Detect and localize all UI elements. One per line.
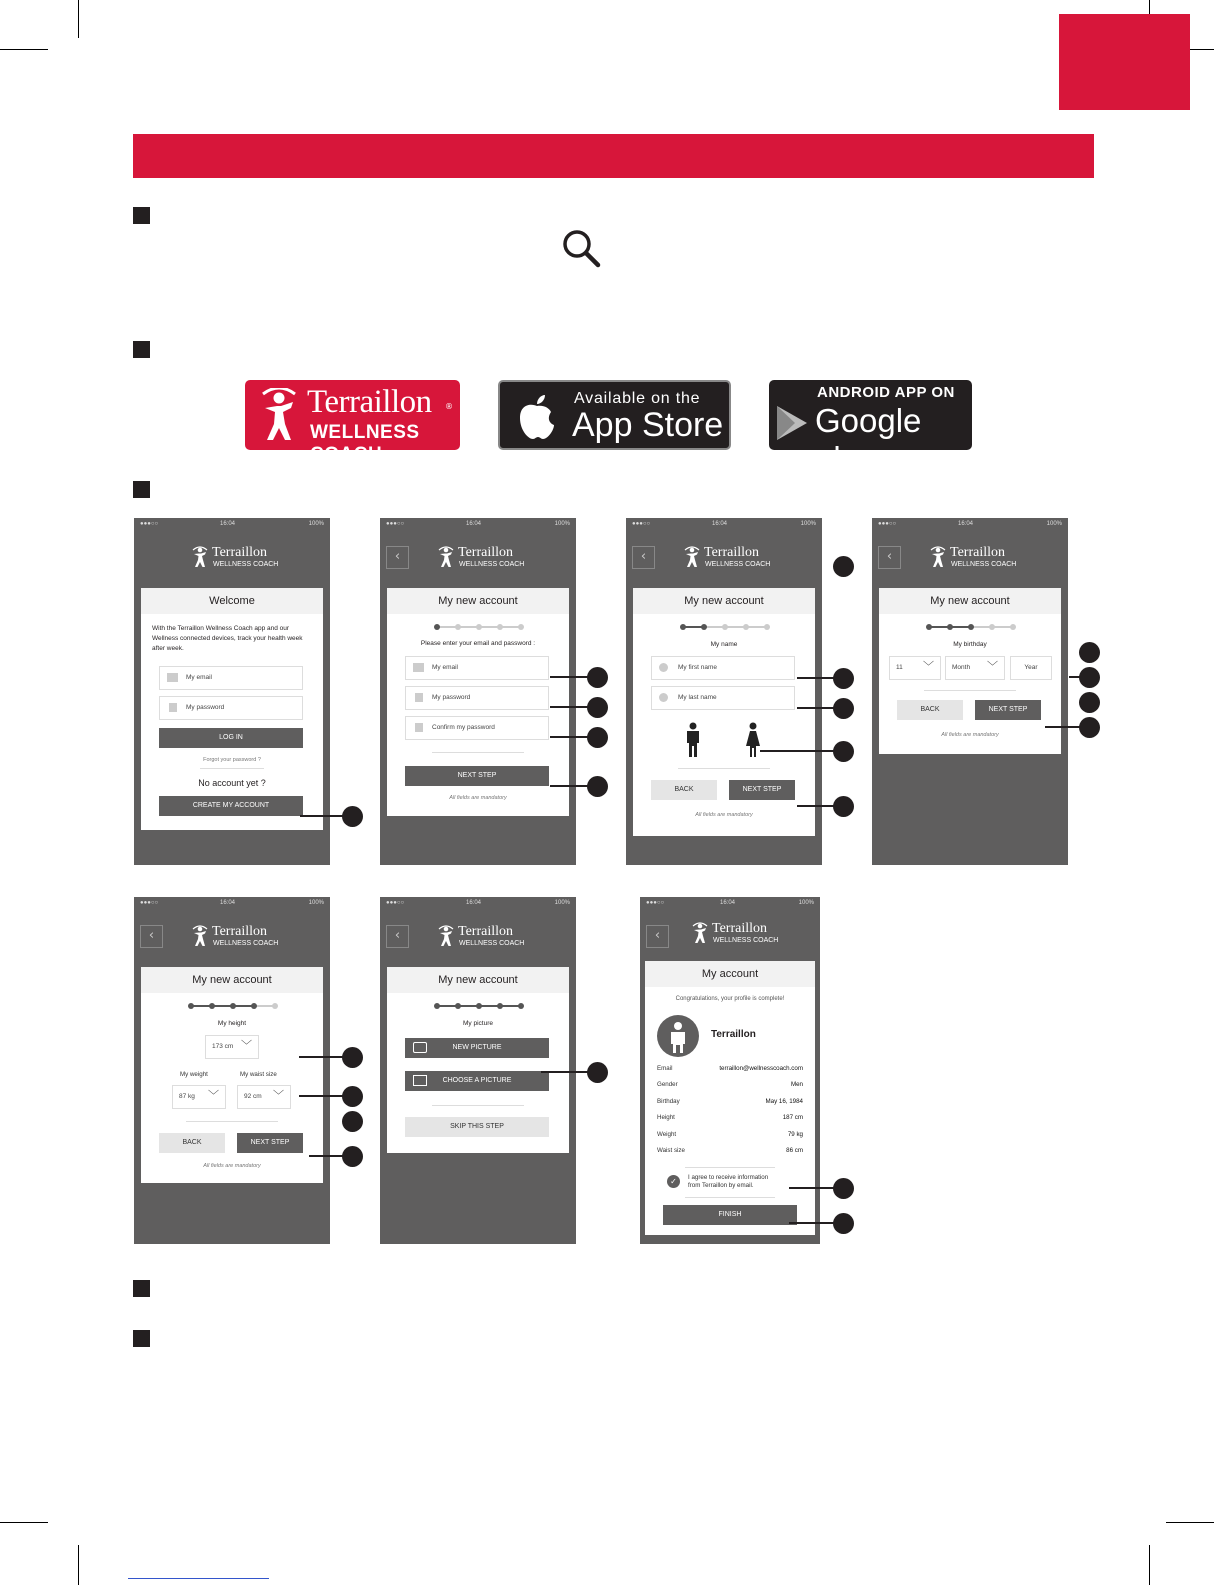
new-picture-button[interactable]: [405, 1038, 549, 1058]
status-time: 16:04: [220, 521, 236, 527]
height-label: My height: [217, 1020, 247, 1027]
callout-marker: [587, 667, 608, 688]
back-arrow-button[interactable]: ‹: [632, 546, 655, 569]
callout-line: [760, 750, 843, 752]
welcome-card: [141, 588, 323, 830]
mandatory-note: All fields are mandatory: [449, 795, 507, 801]
apple-icon: [516, 394, 558, 440]
signal-indicator: ●●●○○: [140, 521, 159, 527]
confirm-placeholder: Confirm my password: [432, 724, 495, 731]
progress-steps: [188, 1003, 278, 1009]
mail-icon: [167, 673, 178, 682]
logo-subtitle: WELLNESS COACH: [459, 561, 525, 568]
battery-level: 100%: [308, 900, 324, 906]
female-icon[interactable]: [745, 722, 761, 758]
battery-level: 100%: [308, 521, 324, 527]
day-value: 11: [896, 664, 903, 671]
corner-tab: [1059, 14, 1190, 110]
card-title: My new account: [141, 967, 323, 993]
callout-marker: [1079, 642, 1100, 663]
password-placeholder: My password: [186, 704, 225, 711]
terraillon-app-badge[interactable]: [245, 380, 460, 465]
card-title: My new account: [387, 967, 569, 993]
phone-step-4: [134, 897, 330, 1244]
height-select[interactable]: [205, 1035, 259, 1059]
divider: [685, 1167, 775, 1168]
callout-marker: [1079, 667, 1100, 688]
email-placeholder: My email: [186, 674, 213, 681]
mail-icon: [413, 663, 424, 672]
bullet-5: [133, 1330, 150, 1347]
profile-row-label: Height: [657, 1114, 675, 1122]
no-account-text: No account yet ?: [198, 778, 266, 788]
divider: [186, 1121, 278, 1122]
app-store-line2: App Store: [572, 406, 724, 444]
chevron-down-icon: ﹀: [241, 1040, 252, 1052]
agree-text: [688, 1174, 768, 1190]
battery-level: 100%: [1046, 521, 1062, 527]
profile-row-label: Weight: [657, 1130, 677, 1138]
bullet-1: [133, 207, 150, 224]
next-step-button[interactable]: NEXT STEP: [237, 1133, 303, 1153]
login-button[interactable]: LOG IN: [159, 728, 303, 748]
status-bar: [380, 518, 576, 531]
callout-marker: [342, 1111, 363, 1132]
signal-indicator: ●●●○○: [386, 521, 405, 527]
confirm-password-field[interactable]: [405, 716, 549, 740]
create-account-button[interactable]: CREATE MY ACCOUNT: [159, 796, 303, 816]
phone-summary: [640, 897, 820, 1244]
step-label: My picture: [463, 1020, 493, 1027]
first-name-field[interactable]: [651, 656, 795, 680]
weight-value: 87 kg: [179, 1093, 195, 1100]
back-arrow-button[interactable]: ‹: [878, 546, 901, 569]
day-select[interactable]: [889, 656, 941, 680]
card-title: Welcome: [141, 588, 323, 614]
callout-marker: [833, 668, 854, 689]
logo-wordmark: Terraillon: [712, 921, 767, 936]
step-label: My name: [710, 641, 738, 648]
password-field[interactable]: [405, 686, 549, 710]
email-field[interactable]: [405, 656, 549, 680]
chevron-down-icon: ﹀: [208, 1090, 219, 1102]
section-banner: [133, 134, 1094, 178]
wellness-figure-icon: [438, 546, 454, 568]
waist-value: 92 cm: [244, 1093, 262, 1100]
signal-indicator: ●●●○○: [632, 521, 651, 527]
forgot-password-link[interactable]: Forgot your password ?: [203, 757, 261, 763]
divider: [678, 768, 770, 769]
divider: [924, 690, 1016, 691]
app-store-line1: Available on the: [574, 390, 701, 407]
logo-subtitle: WELLNESS COACH: [713, 937, 779, 944]
google-play-line1: ANDROID APP ON: [817, 384, 955, 401]
new-picture-label: NEW PICTURE: [452, 1044, 502, 1051]
person-icon: [659, 693, 668, 702]
wellness-figure-icon: [192, 925, 208, 947]
app-store-badge[interactable]: [498, 380, 731, 450]
mandatory-note: All fields are mandatory: [203, 1163, 261, 1169]
summary-card: [645, 961, 815, 1235]
terraillon-wordmark: Terraillon: [307, 384, 432, 420]
profile-row-label: Birthday: [657, 1097, 680, 1105]
profile-row-label: Waist size: [657, 1147, 685, 1154]
mandatory-note: All fields are mandatory: [941, 732, 999, 738]
card-title: My new account: [633, 588, 815, 614]
step-prompt: Please enter your email and password :: [420, 640, 536, 647]
callout-marker: [833, 1213, 854, 1234]
profile-row-value: 187 cm: [782, 1114, 803, 1122]
finish-button[interactable]: FINISH: [663, 1205, 797, 1225]
step-label: My birthday: [953, 641, 987, 648]
progress-steps: [680, 624, 770, 630]
battery-level: 100%: [554, 900, 570, 906]
bullet-3: [133, 481, 150, 498]
google-play-badge[interactable]: [769, 380, 972, 477]
month-value: Month: [952, 664, 971, 671]
signal-indicator: ●●●○○: [646, 900, 665, 906]
divider: [685, 1197, 775, 1198]
back-arrow-button[interactable]: ‹: [646, 925, 669, 948]
profile-row-value: Men: [790, 1081, 803, 1089]
weight-label: My weight: [180, 1071, 208, 1078]
status-time: 16:04: [720, 900, 736, 906]
last-name-field[interactable]: [651, 686, 795, 710]
battery-level: 100%: [554, 521, 570, 527]
logo-wordmark: Terraillon: [704, 545, 759, 560]
agree-line-1: I agree to receive information: [688, 1174, 769, 1181]
year-field[interactable]: [1010, 656, 1052, 680]
intro-text: With the Terraillon Wellness Coach app and our Wellness connected devices, track your health week after week.: [152, 625, 303, 652]
logo-wordmark: Terraillon: [458, 545, 513, 560]
callout-marker: [1079, 692, 1100, 713]
chevron-down-icon: ﹀: [923, 661, 934, 673]
chevron-down-icon: ﹀: [987, 661, 998, 673]
wellness-figure-icon: [259, 388, 299, 444]
profile-row-value: May 16, 1984: [765, 1097, 803, 1105]
account-card: [141, 967, 323, 1183]
weight-select[interactable]: [172, 1085, 226, 1109]
progress-steps: [434, 624, 524, 630]
profile-row-label: Gender: [657, 1081, 678, 1089]
back-button[interactable]: BACK: [159, 1133, 225, 1153]
progress-steps: [434, 1003, 524, 1009]
crop-mark: [78, 1545, 79, 1585]
password-field[interactable]: [159, 696, 303, 720]
bullet-4: [133, 1280, 150, 1297]
callout-marker: [587, 776, 608, 797]
logo-subtitle: WELLNESS COACH: [459, 940, 525, 947]
account-card: [387, 588, 569, 816]
callout-marker: [587, 1062, 608, 1083]
email-field[interactable]: [159, 666, 303, 690]
back-arrow-button[interactable]: ‹: [386, 546, 409, 569]
card-title: My new account: [879, 588, 1061, 614]
first-name-placeholder: My first name: [678, 664, 718, 671]
status-bar: [640, 897, 820, 910]
password-placeholder: My password: [432, 694, 471, 701]
phone-step-2: [626, 518, 822, 865]
profile-name: Terraillon: [711, 1029, 756, 1040]
choose-picture-button[interactable]: [405, 1071, 549, 1091]
status-bar: [134, 897, 330, 910]
back-button[interactable]: BACK: [651, 780, 717, 800]
divider: [432, 1105, 524, 1106]
logo-wordmark: Terraillon: [212, 545, 267, 560]
signal-indicator: ●●●○○: [140, 900, 159, 906]
card-title: My new account: [387, 588, 569, 614]
crop-mark: [78, 0, 79, 38]
next-step-button[interactable]: NEXT STEP: [975, 700, 1041, 720]
crop-mark: [0, 49, 48, 50]
logo-subtitle: WELLNESS COACH: [951, 561, 1017, 568]
image-icon: [413, 1075, 427, 1086]
progress-steps: [926, 624, 1016, 630]
height-value: 173 cm: [212, 1043, 234, 1050]
registered-mark: ®: [445, 402, 453, 411]
callout-marker: [833, 741, 854, 762]
avatar[interactable]: [657, 1015, 699, 1057]
search-icon: [560, 227, 604, 271]
callout-marker: [342, 1086, 363, 1107]
status-time: 16:04: [712, 521, 728, 527]
camera-icon: [413, 1042, 427, 1053]
phone-step-3: [872, 518, 1068, 865]
year-value: Year: [1024, 664, 1038, 671]
callout-marker: [587, 697, 608, 718]
signal-indicator: ●●●○○: [878, 521, 897, 527]
waist-select[interactable]: [237, 1085, 291, 1109]
play-icon: [775, 404, 809, 442]
back-arrow-button[interactable]: ‹: [386, 925, 409, 948]
wellness-figure-icon: [438, 925, 454, 947]
profile-row: [657, 1114, 803, 1123]
logo-wordmark: Terraillon: [950, 545, 1005, 560]
month-select[interactable]: [945, 656, 1005, 680]
wellness-figure-icon: [692, 922, 708, 944]
profile-row-label: Email: [657, 1065, 673, 1072]
wellness-figure-icon: [684, 546, 700, 568]
callout-marker: [342, 806, 363, 827]
status-time: 16:04: [466, 521, 482, 527]
profile-row-value: terraillon@wellnesscoach.com: [719, 1065, 803, 1072]
male-icon[interactable]: [685, 722, 701, 758]
terraillon-subtitle: WELLNESS COACH: [310, 422, 420, 465]
phone-welcome: [134, 518, 330, 865]
callout-marker: [833, 1178, 854, 1199]
account-card: [879, 588, 1061, 754]
agree-checkbox[interactable]: ✓: [667, 1175, 680, 1188]
callout-marker: [833, 698, 854, 719]
card-title: My account: [645, 961, 815, 987]
congrats-text: Congratulations, your profile is complete!: [675, 996, 785, 1002]
profile-row-value: 79 kg: [787, 1130, 803, 1138]
choose-picture-label: CHOOSE A PICTURE: [442, 1077, 512, 1084]
status-bar: [626, 518, 822, 531]
callout-marker: [342, 1047, 363, 1068]
status-time: 16:04: [466, 900, 482, 906]
battery-level: 100%: [798, 900, 814, 906]
mandatory-note: All fields are mandatory: [695, 812, 753, 818]
agree-line-2: from Terraillon by email.: [688, 1182, 754, 1189]
email-placeholder: My email: [432, 664, 459, 671]
bullet-2: [133, 341, 150, 358]
profile-row: [657, 1147, 803, 1156]
status-time: 16:04: [220, 900, 236, 906]
profile-row: [657, 1131, 803, 1140]
phone-step-1: [380, 518, 576, 865]
logo-wordmark: Terraillon: [458, 924, 513, 939]
lock-icon: [415, 693, 423, 702]
chevron-down-icon: ﹀: [273, 1090, 284, 1102]
lock-icon: [415, 723, 423, 732]
callout-marker: [342, 1146, 363, 1167]
next-step-button[interactable]: NEXT STEP: [405, 766, 549, 786]
profile-row: [657, 1081, 803, 1090]
logo-subtitle: WELLNESS COACH: [213, 561, 279, 568]
status-time: 16:04: [958, 521, 974, 527]
lock-icon: [169, 703, 177, 712]
back-arrow-button[interactable]: ‹: [140, 925, 163, 948]
battery-level: 100%: [800, 521, 816, 527]
last-name-placeholder: My last name: [678, 694, 717, 701]
logo-wordmark: Terraillon: [212, 924, 267, 939]
status-bar: [872, 518, 1068, 531]
callout-marker: [1079, 717, 1100, 738]
back-button[interactable]: BACK: [897, 700, 963, 720]
account-card: [387, 967, 569, 1153]
skip-step-button[interactable]: SKIP THIS STEP: [405, 1117, 549, 1137]
wellness-figure-icon: [930, 546, 946, 568]
callout-marker: [587, 727, 608, 748]
profile-row: [657, 1065, 803, 1074]
crop-mark: [1149, 1545, 1150, 1585]
profile-row: [657, 1098, 803, 1107]
profile-row-value: 86 cm: [786, 1147, 803, 1154]
logo-subtitle: WELLNESS COACH: [705, 561, 771, 568]
waist-label: My waist size: [240, 1071, 277, 1078]
person-icon: [657, 1015, 699, 1057]
crop-mark: [1166, 1522, 1214, 1523]
signal-indicator: ●●●○○: [386, 900, 405, 906]
account-card: [633, 588, 815, 836]
divider: [432, 752, 524, 753]
divider: [200, 768, 264, 769]
footer-link-line: [128, 1578, 269, 1579]
next-step-button[interactable]: NEXT STEP: [729, 780, 795, 800]
wellness-figure-icon: [192, 546, 208, 568]
google-play-line2: Google play: [815, 402, 922, 477]
person-icon: [659, 663, 668, 672]
callout-marker: [833, 796, 854, 817]
crop-mark: [0, 1522, 48, 1523]
status-bar: [134, 518, 330, 531]
status-bar: [380, 897, 576, 910]
callout-marker: [833, 556, 854, 577]
logo-subtitle: WELLNESS COACH: [213, 940, 279, 947]
